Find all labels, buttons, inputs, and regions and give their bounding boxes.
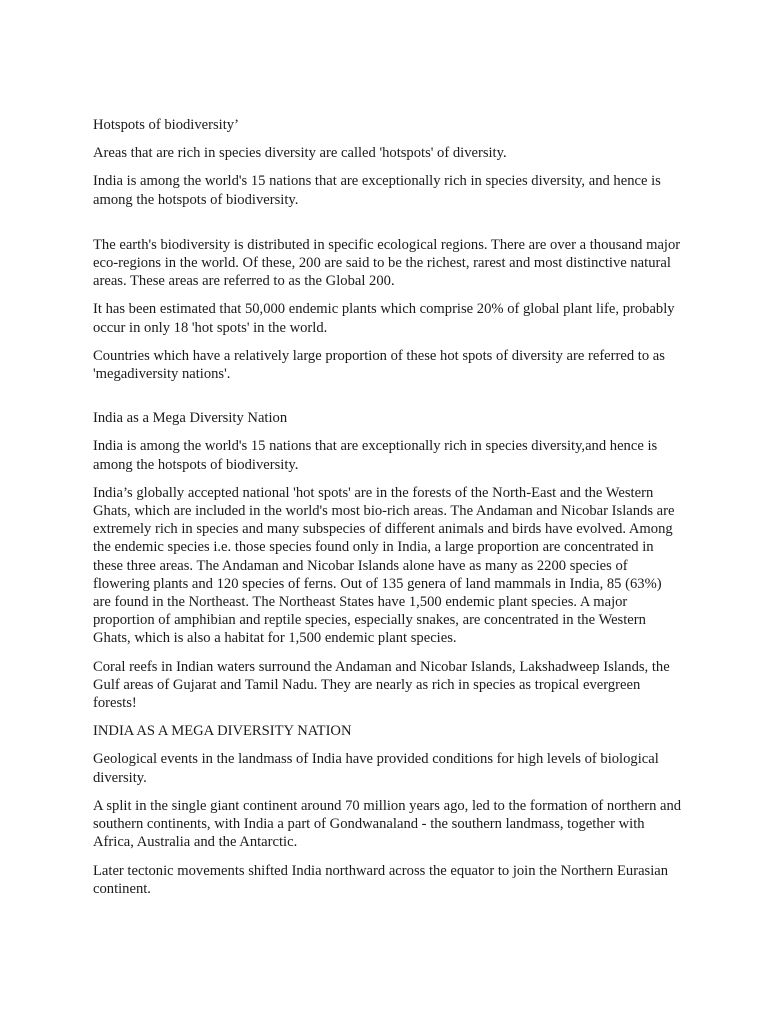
paragraph-continent-split: A split in the single giant continent around 70 million years ago, led to the formation of northern and southern continents, with India a part of Gondwanaland - the southern landmass, together with Africa, Australia and the Antarctic. bbox=[93, 797, 682, 851]
paragraph-coral-reefs: Coral reefs in Indian waters surround the Andaman and Nicobar Islands, Lakshadweep Islands, the Gulf areas of Gujarat and Tamil Nadu. They are nearly as rich in species as tropical evergreen forests! bbox=[93, 658, 670, 712]
section-heading-mega-diversity: India as a Mega Diversity Nation bbox=[93, 410, 288, 427]
paragraph-india-hotspot: India is among the world's 15 nations that are exceptionally rich in species diversity, and hence is among the hotspots of biodiversity. bbox=[93, 173, 661, 208]
paragraph-endemic-plants: It has been estimated that 50,000 endemic plants which comprise 20% of global plant life, probably occur in only 18 'hot spots' in the world. bbox=[93, 301, 675, 336]
paragraph-india-15-nations: India is among the world's 15 nations that are exceptionally rich in species diversity,and hence is among the hotspots of biodiversity. bbox=[93, 438, 658, 473]
paragraph-geological-events: Geological events in the landmass of India have provided conditions for high levels of biological diversity. bbox=[93, 751, 659, 786]
paragraph-global-200: The earth's biodiversity is distributed in specific ecological regions. There are over a thousand major eco-regions in the world. Of these, 200 are said to be the richest, rarest and most distinctive natural areas. These areas are referred to as the Global 200. bbox=[93, 236, 681, 290]
paragraph-megadiversity-nations: Countries which have a relatively large proportion of these hot spots of diversity are referred to as 'megadiversity nations'. bbox=[93, 347, 665, 383]
section-heading-hotspots: Hotspots of biodiversity’ bbox=[93, 117, 239, 133]
paragraph-national-hot-spots: India’s globally accepted national 'hot spots' are in the forests of the North-East and the Western Ghats, which are included in the world's most bio-rich areas. The Andaman and Nicobar Islands are extremely rich in species and many subspecies of different animals and birds have evolved. Among the endemic species i.e. those species found only in India, a large proportion are concentrated in these three areas. The Andaman and Nicobar Islands alone have as many as 2200 species of flowering plants and 120 species of ferns. Out of 135 genera of land mammals in India, 85 (63%) are found in the Northeast. The Northeast States have 1,500 endemic plant species. A major proportion of amphibian and reptile species, especially snakes, are concentrated in the Western Ghats, which is also a habitat for 1,500 endemic plant species. bbox=[93, 484, 675, 647]
paragraph-hotspots-definition: Areas that are rich in species diversity are called 'hotspots' of diversity. bbox=[93, 145, 507, 162]
document-page bbox=[93, 116, 683, 908]
section-heading-mega-diversity-caps: INDIA AS A MEGA DIVERSITY NATION bbox=[93, 723, 352, 740]
paragraph-tectonic-movements: Later tectonic movements shifted India northward across the equator to join the Northern Eurasian continent. bbox=[93, 862, 669, 897]
